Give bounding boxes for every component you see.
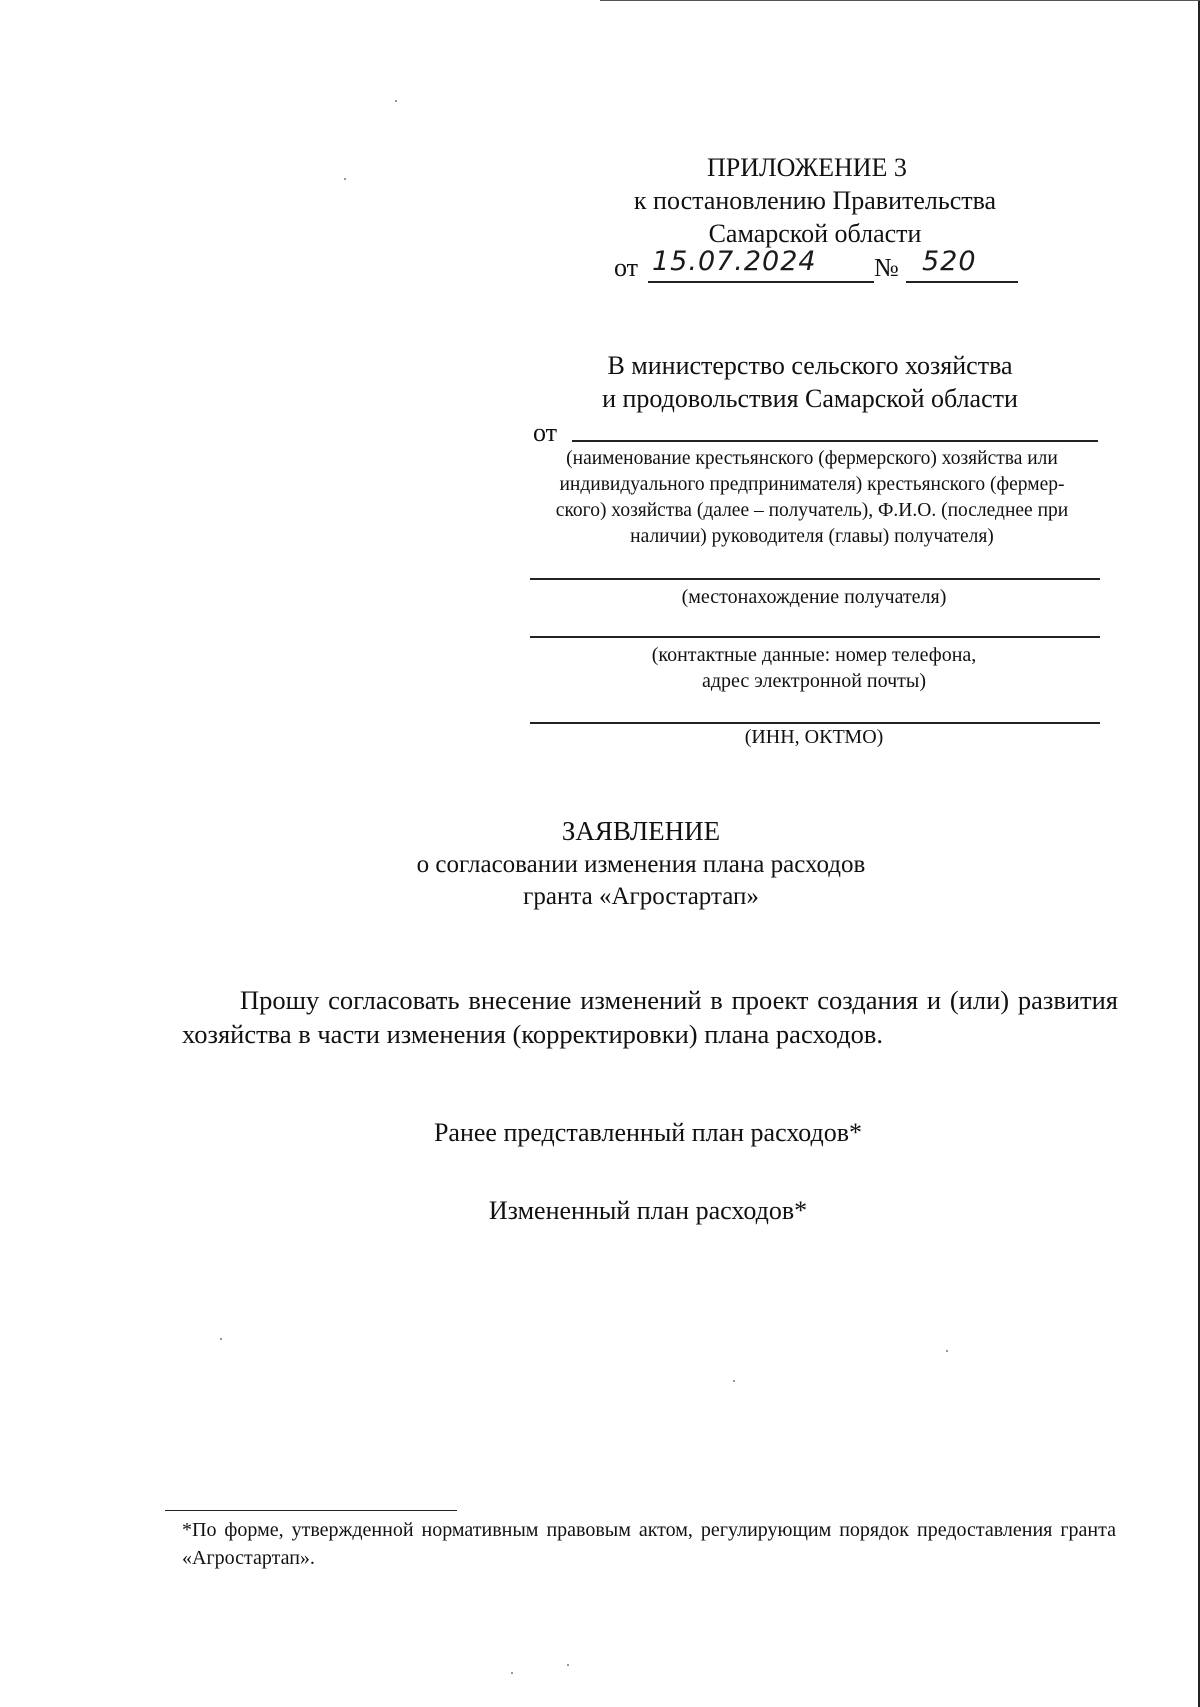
addressee-line-2: и продовольствия Самарской области <box>602 384 1018 413</box>
previous-plan-label: Ранее представленный план расходов* <box>433 1118 863 1147</box>
appendix-region-line: Самарской области <box>708 219 922 248</box>
statement-subtitle-1: о согласовании изменения плана расходов <box>416 851 866 878</box>
number-underline <box>906 281 1018 283</box>
scan-speck <box>220 1338 222 1340</box>
recipient-name-line <box>572 440 1098 442</box>
scan-edge-top <box>600 0 1200 1</box>
from-label: от <box>533 418 558 447</box>
scan-speck <box>946 1350 948 1352</box>
recipient-name-hint-1: (наименование крестьянского (фермерского) хозяйства или <box>566 448 1058 469</box>
appendix-title: ПРИЛОЖЕНИЕ 3 <box>707 153 907 182</box>
inn-hint: (ИНН, ОКТМО) <box>744 726 884 748</box>
recipient-name-hint-3: ского) хозяйства (далее – получатель), Ф.И.О. (последнее при <box>555 500 1069 521</box>
scan-speck <box>511 1672 513 1674</box>
handwritten-date: 15.07.2024 <box>652 246 817 277</box>
request-paragraph-text: Прошу согласовать внесение изменений в проект создания и (или) развития хозяйства в части изменения (корректировки) плана расходов. <box>182 985 1118 1049</box>
addressee-line-1: В министерство сельского хозяйства <box>607 351 1013 380</box>
contact-hint-1: (контактные данные: номер телефона, <box>651 644 977 666</box>
handwritten-number: 520 <box>922 246 977 277</box>
date-underline <box>648 281 874 283</box>
scan-speck <box>733 1380 735 1382</box>
contact-line <box>530 636 1100 638</box>
changed-plan-label: Измененный план расходов* <box>488 1196 808 1225</box>
location-hint: (местонахождение получателя) <box>681 586 947 608</box>
footnote-separator <box>165 1510 457 1511</box>
scan-speck <box>344 178 346 180</box>
request-paragraph <box>182 983 1118 1051</box>
footnote: *По форме, утвержденной нормативным правовым актом, регулирующим порядок предоставления гранта «Агростартап». <box>182 1519 1116 1569</box>
date-prefix: от <box>614 253 639 282</box>
recipient-name-hint-4: наличии) руководителя (главы) получателя) <box>630 526 994 547</box>
recipient-name-hint-2: индивидуального предпринимателя) крестьянского (фермер- <box>559 474 1065 495</box>
scan-speck <box>395 100 397 102</box>
appendix-resolution-line: к постановлению Правительства <box>633 186 997 215</box>
location-line <box>530 578 1100 580</box>
number-prefix: № <box>874 253 899 282</box>
scan-speck <box>567 1664 569 1666</box>
statement-title: ЗАЯВЛЕНИЕ <box>561 816 721 846</box>
contact-hint-2: адрес электронной почты) <box>701 670 927 692</box>
statement-subtitle-2: гранта «Агростартап» <box>523 883 759 910</box>
